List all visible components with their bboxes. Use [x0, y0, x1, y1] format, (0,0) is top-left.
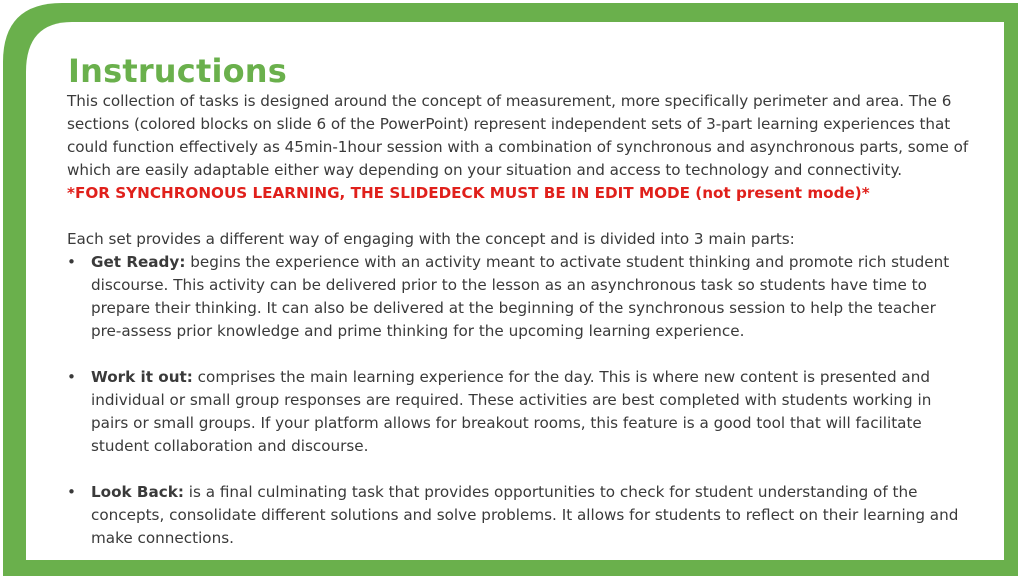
bullet-term: Get Ready: — [91, 253, 186, 271]
bullet-text: begins the experience with an activity meant to activate student thinking and promote rich student discourse. This activity can be delivered prior to the lesson as an asynchronous task so students have time to prepare their thinking. It can also be delivered at the beginning of the synchronous session to help the teacher pre-assess prior knowledge and prime thinking for the upcoming learning experience. — [91, 253, 950, 340]
edit-mode-alert: *FOR SYNCHRONOUS LEARNING, THE SLIDEDECK MUST BE IN EDIT MODE (not present mode)* — [67, 184, 870, 202]
spacer — [67, 343, 987, 366]
slide-content — [67, 52, 987, 550]
bullet-dot-icon: • — [67, 483, 76, 501]
parts-list — [67, 251, 987, 550]
list-item-look-back — [67, 481, 961, 550]
list-item-get-ready — [67, 251, 961, 343]
bullet-dot-icon: • — [67, 368, 76, 386]
bullet-text: is a final culminating task that provides opportunities to check for student understanding of the concepts, consolidate different solutions and solve problems. It allows for students to reflect on their learning and make connections. — [91, 483, 959, 547]
page-title: Instructions — [68, 52, 288, 90]
bullet-term: Work it out: — [91, 368, 193, 386]
bullet-dot-icon: • — [67, 253, 76, 271]
list-item-work-it-out — [67, 366, 961, 458]
bullet-text: comprises the main learning experience for the day. This is where new content is presented and individual or small group responses are required. These activities are best completed with students working in pairs or small groups. If your platform allows for breakout rooms, this feature is a good tool that will facilitate student collaboration and discourse. — [91, 368, 932, 455]
intro-paragraph: This collection of tasks is designed around the concept of measurement, more specifically perimeter and area. The 6 sections (colored blocks on slide 6 of the PowerPoint) represent independent sets of 3-part learning experiences that could function effectively as 45min-1hour session with a combination of synchronous and asynchronous parts, some of which are easily adaptable either way depending on your situation and access to technology and connectivity. — [67, 92, 969, 179]
lead-paragraph: Each set provides a different way of engaging with the concept and is divided into 3 main parts: — [67, 230, 795, 248]
bullet-term: Look Back: — [91, 483, 184, 501]
spacer — [67, 205, 987, 228]
spacer — [67, 458, 987, 481]
